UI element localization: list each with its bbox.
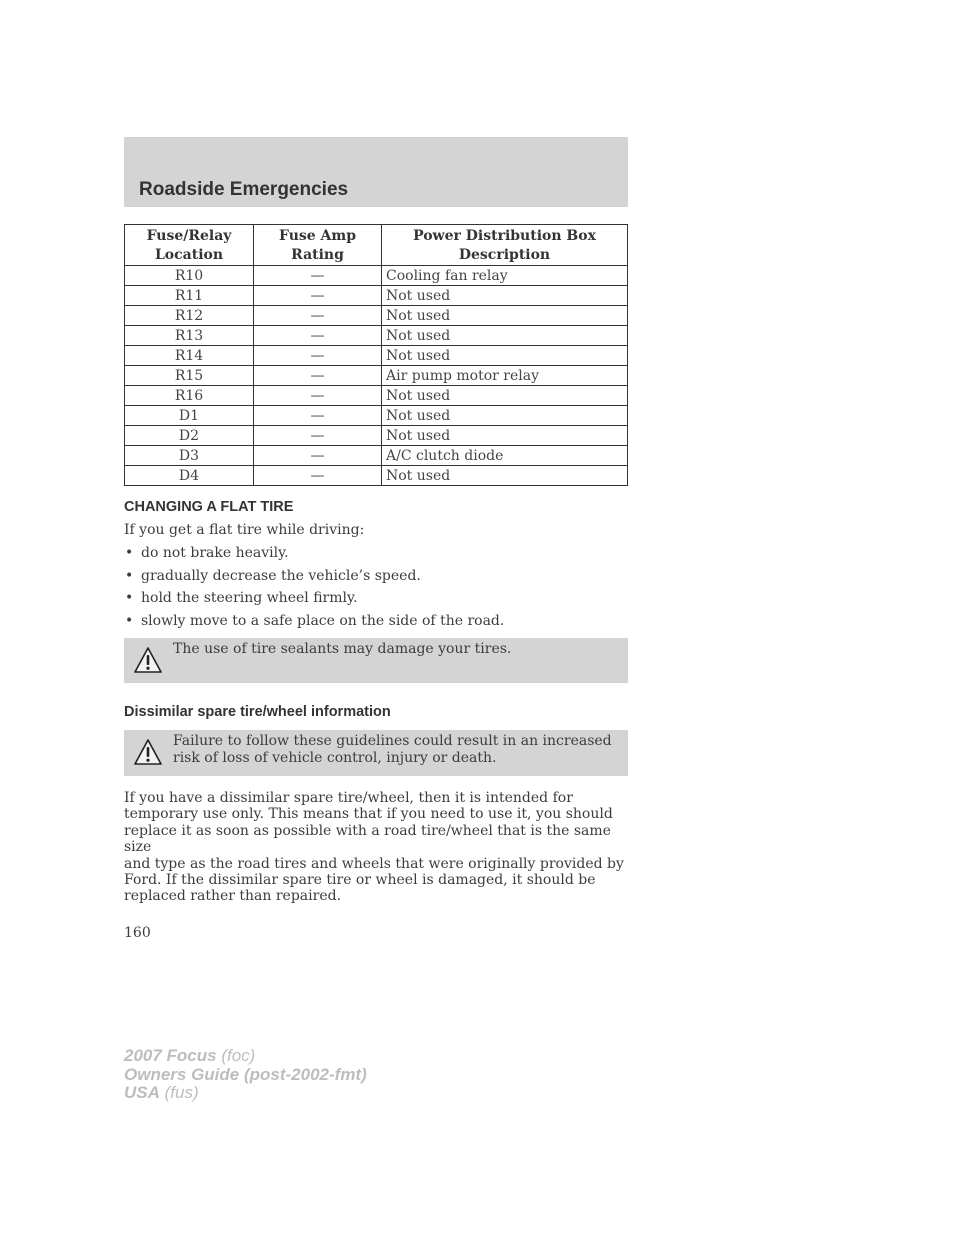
table-row <box>125 406 628 426</box>
cell-location: R15 <box>125 366 254 386</box>
cell-description: Cooling fan relay <box>382 266 628 286</box>
cell-location: R14 <box>125 346 254 366</box>
list-item <box>124 567 504 590</box>
spare-tire-heading: Dissimilar spare tire/wheel information <box>124 704 391 720</box>
table-body <box>125 266 628 486</box>
cell-location: D3 <box>125 446 254 466</box>
cell-amp-rating: — <box>254 406 382 426</box>
list-item <box>124 589 504 612</box>
warning-text <box>173 733 613 767</box>
column-header-text: Location <box>154 246 224 263</box>
table-row <box>125 306 628 326</box>
list-item-text: slowly move to a safe place on the side of the road. <box>141 613 505 630</box>
footer-region-code: (fus) <box>159 1083 199 1102</box>
cell-amp-rating: — <box>254 346 382 366</box>
bullet-glyph: • <box>125 613 134 630</box>
table-row <box>125 266 628 286</box>
list-item <box>124 544 504 567</box>
cell-location: R13 <box>125 326 254 346</box>
cell-description: Not used <box>382 326 628 346</box>
column-header-text: Fuse Amp <box>279 227 356 244</box>
cell-location: D4 <box>125 466 254 486</box>
flat-tire-bullet-list <box>124 544 504 635</box>
spare-tire-paragraph <box>124 790 628 905</box>
footer-region: USA <box>124 1083 160 1102</box>
flat-tire-heading: CHANGING A FLAT TIRE <box>124 499 294 515</box>
paragraph-line: Ford. If the dissimilar spare tire or wheel is damaged, it should be <box>124 872 596 889</box>
table-row <box>125 466 628 486</box>
warning-triangle-icon <box>133 738 163 766</box>
footer-line <box>124 1066 367 1085</box>
warning-triangle-icon <box>133 646 163 674</box>
cell-amp-rating: — <box>254 366 382 386</box>
table-row <box>125 446 628 466</box>
flat-tire-intro: If you get a flat tire while driving: <box>124 522 365 538</box>
cell-description: Not used <box>382 286 628 306</box>
section-title: Roadside Emergencies <box>139 179 349 200</box>
cell-amp-rating: — <box>254 306 382 326</box>
cell-description: Not used <box>382 426 628 446</box>
cell-amp-rating: — <box>254 286 382 306</box>
list-item-text: hold the steering wheel firmly. <box>141 590 358 607</box>
cell-description: Not used <box>382 306 628 326</box>
document-footer <box>124 1047 367 1103</box>
cell-location: R10 <box>125 266 254 286</box>
cell-amp-rating: — <box>254 386 382 406</box>
cell-location: R16 <box>125 386 254 406</box>
cell-amp-rating: — <box>254 446 382 466</box>
list-item-text: do not brake heavily. <box>141 545 289 561</box>
cell-amp-rating: — <box>254 426 382 446</box>
table-row <box>125 386 628 406</box>
bullet-glyph: • <box>125 590 134 607</box>
cell-location: R12 <box>125 306 254 326</box>
tire-sealant-warning <box>124 638 628 683</box>
bullet-glyph: • <box>125 567 134 584</box>
list-item <box>124 612 504 635</box>
footer-guide: Owners Guide (post-2002-fmt) <box>124 1064 367 1084</box>
list-item-text: gradually decrease the vehicle’s speed. <box>141 567 421 584</box>
table-row <box>125 286 628 306</box>
cell-description: Not used <box>382 386 628 406</box>
table-header-row <box>125 225 628 266</box>
cell-location: D1 <box>125 406 254 426</box>
fuse-table <box>124 224 628 486</box>
paragraph-line: replace it as soon as possible with a road tire/wheel that is the same size <box>124 822 611 856</box>
column-header-text: Description <box>458 246 551 263</box>
column-header-text: Fuse/Relay <box>146 227 232 244</box>
warning-line: Failure to follow these guidelines could result in an increased <box>173 733 612 749</box>
column-header-description <box>382 225 628 266</box>
cell-description: Air pump motor relay <box>382 366 628 386</box>
column-header-location <box>125 225 254 266</box>
column-header-amp-rating <box>254 225 382 266</box>
cell-amp-rating: — <box>254 466 382 486</box>
column-header-text: Power Distribution Box <box>413 227 596 244</box>
paragraph-line: temporary use only. This means that if you need to use it, you should <box>124 806 613 823</box>
section-header <box>124 137 628 207</box>
table-row <box>125 346 628 366</box>
footer-model-code: (foc) <box>216 1046 256 1065</box>
cell-location: D2 <box>125 426 254 446</box>
spare-tire-warning <box>124 730 628 776</box>
table-row <box>125 326 628 346</box>
footer-line <box>124 1084 367 1103</box>
cell-description: Not used <box>382 466 628 486</box>
warning-line: risk of loss of vehicle control, injury or death. <box>173 750 497 766</box>
cell-amp-rating: — <box>254 326 382 346</box>
bullet-glyph: • <box>125 545 134 561</box>
paragraph-line: replaced rather than repaired. <box>124 888 342 905</box>
column-header-text: Rating <box>291 246 344 263</box>
footer-line <box>124 1047 367 1066</box>
cell-description: Not used <box>382 406 628 426</box>
cell-description: A/C clutch diode <box>382 446 628 466</box>
table-row <box>125 426 628 446</box>
cell-location: R11 <box>125 286 254 306</box>
footer-model: 2007 Focus <box>124 1046 217 1065</box>
warning-text: The use of tire sealants may damage your tires. <box>173 641 512 657</box>
page-number: 160 <box>124 925 151 941</box>
paragraph-line: If you have a dissimilar spare tire/wheel, then it is intended for <box>124 790 573 806</box>
table-row <box>125 366 628 386</box>
paragraph-line: and type as the road tires and wheels that were originally provided by <box>124 855 624 872</box>
cell-description: Not used <box>382 346 628 366</box>
cell-amp-rating: — <box>254 266 382 286</box>
